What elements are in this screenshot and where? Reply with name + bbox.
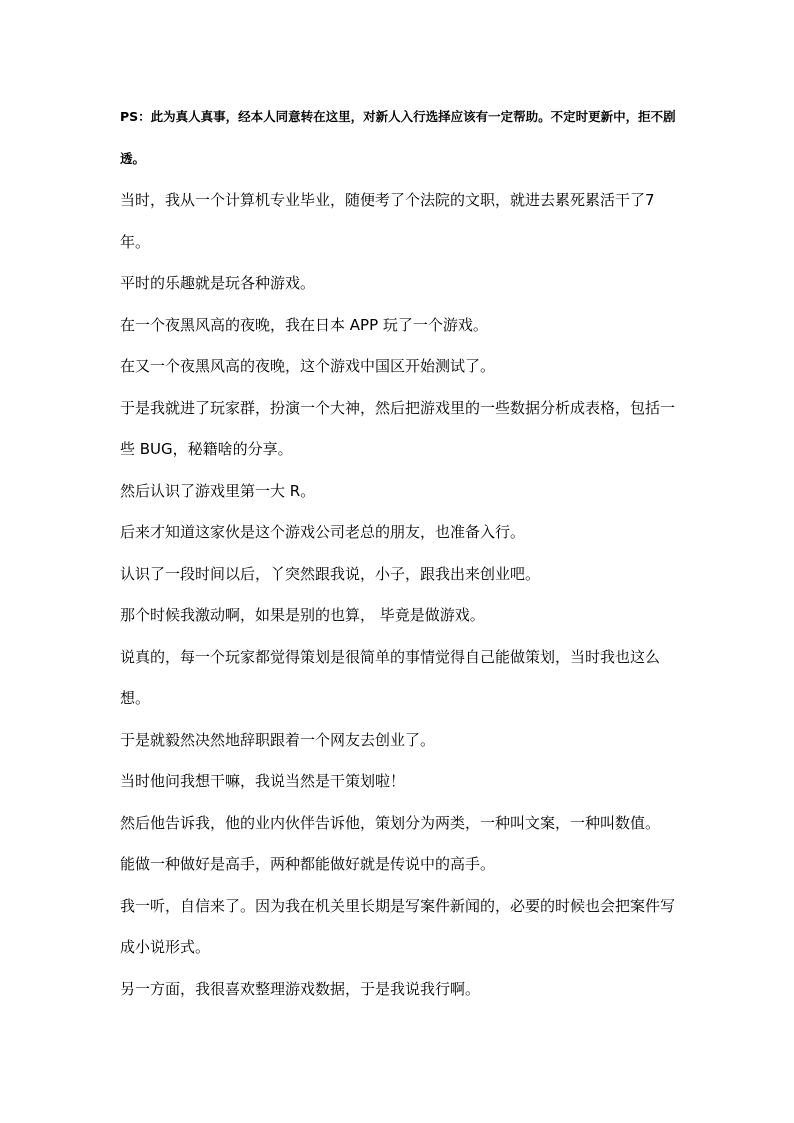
story-paragraph: 后来才知道这家伙是这个游戏公司老总的朋友，也准备入行。	[120, 523, 526, 541]
story-paragraph: 另一方面，我很喜欢整理游戏数据，于是我说我行啊。	[120, 979, 481, 998]
story-paragraph: 当时，我从一个计算机专业毕业，随便考了个法院的文职，就进去累死累活干了7年。	[120, 191, 655, 251]
story-paragraph: 在一个夜黑风高的夜晚，我在日本 APP 玩了一个游戏。	[120, 315, 488, 334]
story-paragraph: 那个时候我激动啊，如果是别的也算， 毕竟是做游戏。	[120, 606, 485, 624]
story-paragraph: 在又一个夜黑风高的夜晚，这个游戏中国区开始测试了。	[120, 357, 496, 375]
story-paragraph: 然后他告诉我，他的业内伙伴告诉他，策划分为两类，一种叫文案，一种叫数值。	[120, 813, 661, 832]
document-body	[120, 96, 680, 1010]
story-paragraph: 认识了一段时间以后，丫突然跟我说，小子，跟我出来创业吧。	[120, 564, 541, 583]
story-paragraph: 说真的，每一个玩家都觉得策划是很简单的事情觉得自己能做策划，当时我也这么想。	[120, 647, 661, 707]
story-paragraph: 然后认识了游戏里第一大 R。	[120, 481, 316, 500]
story-paragraph: 于是就毅然决然地辞职跟着一个网友去创业了。	[120, 730, 436, 749]
story-paragraph: 平时的乐趣就是玩各种游戏。	[120, 274, 316, 292]
story-paragraph: 当时他问我想干嘛，我说当然是干策划啦！	[120, 772, 406, 790]
story-paragraph: 于是我就进了玩家群，扮演一个大神，然后把游戏里的一些数据分析成表格，包括一些 BUG，秘籍啥的分享。	[120, 398, 676, 458]
story-paragraph: 能做一种做好是高手，两种都能做好就是传说中的高手。	[120, 855, 496, 873]
ps-note-paragraph: PS：此为真人真事，经本人同意转在这里，对新人入行选择应该有一定帮助。不定时更新中，拒不剧透。	[120, 109, 676, 166]
story-paragraph: 我一听，自信来了。因为我在机关里长期是写案件新闻的，必要的时候也会把案件写成小说形式。	[120, 896, 676, 956]
